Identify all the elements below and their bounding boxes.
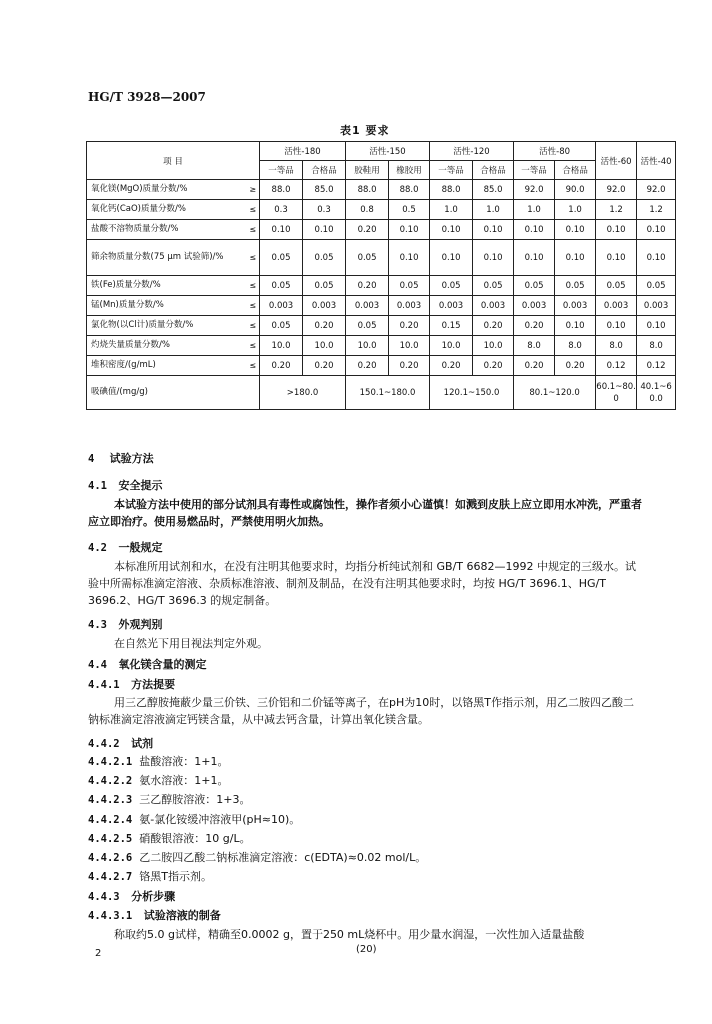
table-cell: 150.1~180.0: [346, 376, 430, 410]
row-label: 堆积密度/(g/mL): [87, 356, 247, 376]
row-limit-symbol: ≤: [247, 316, 260, 336]
table-cell: 0.10: [555, 316, 596, 336]
table-cell: 0.003: [555, 296, 596, 316]
subsection-title: 一般规定: [118, 541, 163, 554]
grade-header: 活性-80: [514, 142, 596, 161]
reagent-item: [88, 849, 642, 868]
subsection-number: 4.4.1: [88, 679, 120, 691]
table-cell: 0.05: [473, 276, 514, 296]
table-cell: 80.1~120.0: [514, 376, 596, 410]
subsection-heading: [88, 656, 206, 672]
table-row: [87, 356, 676, 376]
table-row: [87, 276, 676, 296]
requirements-table: [86, 141, 676, 410]
table-cell: 92.0: [637, 180, 676, 200]
table-cell: 8.0: [596, 336, 637, 356]
table-cell: 0.05: [389, 276, 430, 296]
grade-header: 活性-120: [430, 142, 514, 161]
reagent-text: 氨水溶液：1+1。: [139, 774, 229, 788]
table-row: [87, 200, 676, 220]
table-cell: 0.10: [260, 220, 303, 240]
row-limit-symbol: ≤: [247, 356, 260, 376]
table-cell: 0.10: [389, 220, 430, 240]
table-cell: 0.20: [473, 356, 514, 376]
subsection-number: 4.4.2: [88, 738, 120, 750]
table-cell: 1.0: [514, 200, 555, 220]
page-number-center: (20): [356, 944, 377, 955]
table-cell: 0.003: [514, 296, 555, 316]
reagent-text: 硝酸银溶液：10 g/L。: [139, 831, 251, 845]
table-cell: 0.003: [596, 296, 637, 316]
table-cell: 120.1~150.0: [430, 376, 514, 410]
table-cell: 1.0: [430, 200, 473, 220]
table-cell: 1.0: [473, 200, 514, 220]
subsection-number: 4.4: [88, 659, 107, 671]
subsection-number: 4.4.3: [88, 891, 120, 903]
row-label: 灼烧失量质量分数/%: [87, 336, 247, 356]
table-cell: 0.003: [473, 296, 514, 316]
table-row: [87, 376, 676, 410]
table-cell: 8.0: [514, 336, 555, 356]
subsection-heading: [88, 888, 175, 904]
table-cell: 0.10: [514, 240, 555, 276]
subsection-heading: [88, 907, 221, 923]
subgrade-header: 合格品: [303, 161, 346, 180]
section-number: 4: [88, 453, 95, 465]
table-row: [87, 180, 676, 200]
subsection-number: 4.4.3.1: [88, 910, 133, 922]
row-limit-symbol: ≤: [247, 240, 260, 276]
subgrade-header: 合格品: [473, 161, 514, 180]
row-limit-symbol: ≤: [247, 276, 260, 296]
reagent-item: [88, 830, 642, 849]
table-cell: 8.0: [637, 336, 676, 356]
table-row: [87, 296, 676, 316]
table-cell: 0.12: [637, 356, 676, 376]
table-cell: 0.05: [596, 276, 637, 296]
subsection-title: 氧化镁含量的测定: [118, 658, 207, 671]
table-cell: 60.1~80.0: [596, 376, 637, 410]
subsection-number: 4.2: [88, 542, 107, 554]
row-label: 氧化钙(CaO)质量分数/%: [87, 200, 247, 220]
table-title: 表1 要求: [340, 124, 390, 137]
table-cell: 1.2: [637, 200, 676, 220]
table-cell: 10.0: [346, 336, 389, 356]
general-paragraph: 本标准所用试剂和水，在没有注明其他要求时，均指分析纯试剂和 GB/T 6682—1992 中规定的三级水。试验中所需标准滴定溶液、杂质标准溶液、制剂及制品，在没有注明其他要求时，均按 HG/T 3696.1、HG/T 3696.2、HG/T 3696.3 的规定制备。: [88, 560, 636, 607]
table-cell: 10.0: [303, 336, 346, 356]
table-cell: 0.10: [430, 240, 473, 276]
page-number: 2: [95, 948, 102, 959]
subsection-title: 方法提要: [131, 678, 176, 691]
subsection-title: 试剂: [131, 737, 154, 750]
table-cell: >180.0: [260, 376, 346, 410]
reagent-text: 乙二胺四乙酸二钠标准滴定溶液：c(EDTA)≈0.02 mol/L。: [139, 850, 427, 864]
row-limit-symbol: ≤: [247, 336, 260, 356]
table-cell: 0.10: [637, 220, 676, 240]
table-cell: 0.20: [346, 356, 389, 376]
reagent-item: [88, 868, 642, 887]
table-cell: 0.10: [596, 316, 637, 336]
row-limit-symbol: ≤: [247, 200, 260, 220]
item-header: 项 目: [87, 142, 260, 180]
table-cell: 0.15: [430, 316, 473, 336]
row-label: 铁(Fe)质量分数/%: [87, 276, 247, 296]
subgrade-header: 合格品: [555, 161, 596, 180]
table-cell: 0.05: [637, 276, 676, 296]
table-cell: 0.003: [389, 296, 430, 316]
table-cell: 0.10: [473, 220, 514, 240]
table-cell: 0.20: [303, 356, 346, 376]
table-cell: 0.20: [389, 316, 430, 336]
reagent-text: 三乙醇胺溶液：1+3。: [139, 793, 251, 807]
reagent-number: 4.4.2.7: [88, 871, 133, 884]
row-label: 氧化镁(MgO)质量分数/%: [87, 180, 247, 200]
appearance-paragraph: 在自然光下用目视法判定外观。: [114, 637, 268, 650]
reagent-item: [88, 811, 642, 830]
table-cell: 40.1~60.0: [637, 376, 676, 410]
table-cell: 0.20: [346, 220, 389, 240]
preparation-paragraph: 称取约5.0 g试样，精确至0.0002 g，置于250 mL烧杯中。用少量水润湿，一次性加入适量盐酸: [114, 928, 585, 941]
table-cell: 0.20: [555, 356, 596, 376]
subgrade-header: 胶鞋用: [346, 161, 389, 180]
table-cell: 0.10: [555, 220, 596, 240]
table-cell: 88.0: [430, 180, 473, 200]
table-cell: 10.0: [389, 336, 430, 356]
row-limit-symbol: ≤: [247, 220, 260, 240]
table-cell: 0.05: [260, 316, 303, 336]
table-cell: 0.05: [260, 276, 303, 296]
table-cell: 0.10: [637, 316, 676, 336]
subsection-title: 外观判别: [118, 618, 163, 631]
table-cell: 0.10: [389, 240, 430, 276]
table-cell: 0.10: [303, 220, 346, 240]
reagent-number: 4.4.2.2: [88, 775, 133, 788]
row-label: 盐酸不溶物质量分数/%: [87, 220, 247, 240]
table-cell: 0.003: [430, 296, 473, 316]
table-cell: 0.20: [473, 316, 514, 336]
subsection-title: 试验溶液的制备: [143, 909, 221, 922]
row-label: 吸碘值/(mg/g): [87, 376, 260, 410]
reagent-item: [88, 753, 642, 772]
subsection-number: 4.3: [88, 619, 107, 631]
subgrade-header: 一等品: [260, 161, 303, 180]
table-cell: 0.003: [637, 296, 676, 316]
reagent-number: 4.4.2.1: [88, 756, 133, 768]
table-cell: 0.05: [303, 276, 346, 296]
table-cell: 88.0: [389, 180, 430, 200]
row-limit-symbol: ≤: [247, 296, 260, 316]
table-cell: 0.003: [346, 296, 389, 316]
reagent-number: 4.4.2.3: [88, 794, 133, 807]
table-cell: 0.12: [596, 356, 637, 376]
row-label: 氯化物(以Cl计)质量分数/%: [87, 316, 247, 336]
subgrade-header: 一等品: [430, 161, 473, 180]
grade-header: 活性-150: [346, 142, 430, 161]
table-cell: 10.0: [430, 336, 473, 356]
table-cell: 0.20: [514, 356, 555, 376]
table-cell: 0.20: [303, 316, 346, 336]
table-cell: 88.0: [346, 180, 389, 200]
subsection-heading: [88, 616, 162, 632]
reagent-text: 盐酸溶液：1+1。: [139, 755, 229, 768]
table-cell: 1.0: [555, 200, 596, 220]
table-cell: 85.0: [473, 180, 514, 200]
table-cell: 0.20: [346, 276, 389, 296]
table-row: [87, 316, 676, 336]
reagent-text: 铬黑T指示剂。: [139, 870, 212, 884]
subgrade-header: 橡胶用: [389, 161, 430, 180]
table-cell: 10.0: [473, 336, 514, 356]
table-cell: 0.10: [596, 240, 637, 276]
table-cell: 0.10: [430, 220, 473, 240]
table-row: [87, 336, 676, 356]
subsection-title: 安全提示: [118, 479, 163, 492]
table-cell: 88.0: [260, 180, 303, 200]
section-heading: [88, 450, 154, 466]
table-cell: 0.05: [303, 240, 346, 276]
table-cell: 0.20: [260, 356, 303, 376]
table-cell: 0.003: [260, 296, 303, 316]
table-cell: 0.10: [637, 240, 676, 276]
table-cell: 0.10: [514, 220, 555, 240]
table-cell: 0.3: [260, 200, 303, 220]
table-cell: 0.05: [430, 276, 473, 296]
subgrade-header: 一等品: [514, 161, 555, 180]
subsection-heading: [88, 735, 153, 751]
row-label: 筛余物质量分数(75 μm 试验筛)/%: [87, 240, 247, 276]
method-paragraph: 用三乙醇胺掩蔽少量三价铁、三价铝和二价锰等离子，在pH为10时，以铬黑T作指示剂，用乙二胺四乙酸二钠标准滴定溶液滴定钙镁含量，从中减去钙含量，计算出氧化镁含量。: [88, 696, 634, 726]
subsection-number: 4.1: [88, 480, 107, 492]
table-cell: 0.10: [555, 240, 596, 276]
grade-header: 活性-60: [596, 142, 637, 180]
section-title: 试验方法: [109, 452, 154, 465]
reagent-number: 4.4.2.5: [88, 832, 133, 845]
subsection-heading: [88, 676, 175, 692]
table-cell: 0.05: [346, 240, 389, 276]
table-cell: 0.5: [389, 200, 430, 220]
table-cell: 92.0: [596, 180, 637, 200]
reagent-number: 4.4.2.6: [88, 851, 133, 864]
subsection-heading: [88, 477, 162, 493]
reagent-number: 4.4.2.4: [88, 813, 133, 826]
table-cell: 85.0: [303, 180, 346, 200]
table-cell: 0.3: [303, 200, 346, 220]
reagent-item: [88, 772, 642, 791]
table-cell: 0.05: [346, 316, 389, 336]
table-cell: 10.0: [260, 336, 303, 356]
table-cell: 0.10: [473, 240, 514, 276]
table-cell: 0.003: [303, 296, 346, 316]
table-row: [87, 220, 676, 240]
subsection-heading: [88, 539, 162, 555]
subsection-title: 分析步骤: [131, 890, 176, 903]
reagent-item: [88, 791, 642, 810]
reagent-text: 氨-氯化铵缓冲溶液甲(pH≈10)。: [139, 812, 301, 826]
table-cell: 0.20: [389, 356, 430, 376]
reagent-list: [88, 753, 642, 887]
table-cell: 92.0: [514, 180, 555, 200]
table-cell: 0.20: [514, 316, 555, 336]
row-limit-symbol: ≥: [247, 180, 260, 200]
table-cell: 1.2: [596, 200, 637, 220]
standard-id: HG/T 3928—2007: [88, 90, 206, 104]
row-label: 锰(Mn)质量分数/%: [87, 296, 247, 316]
table-cell: 90.0: [555, 180, 596, 200]
table-cell: 0.10: [596, 220, 637, 240]
table-cell: 0.8: [346, 200, 389, 220]
table-row: [87, 240, 676, 276]
table-cell: 0.20: [430, 356, 473, 376]
grade-header: 活性-180: [260, 142, 346, 161]
grade-header: 活性-40: [637, 142, 676, 180]
table-cell: 0.05: [555, 276, 596, 296]
table-cell: 8.0: [555, 336, 596, 356]
table-cell: 0.05: [514, 276, 555, 296]
table-cell: 0.05: [260, 240, 303, 276]
safety-paragraph: 本试验方法中使用的部分试剂具有毒性或腐蚀性，操作者须小心谨慎！如溅到皮肤上应立即用水冲洗，严重者应立即治疗。使用易燃品时，严禁使用明火加热。: [88, 498, 642, 528]
